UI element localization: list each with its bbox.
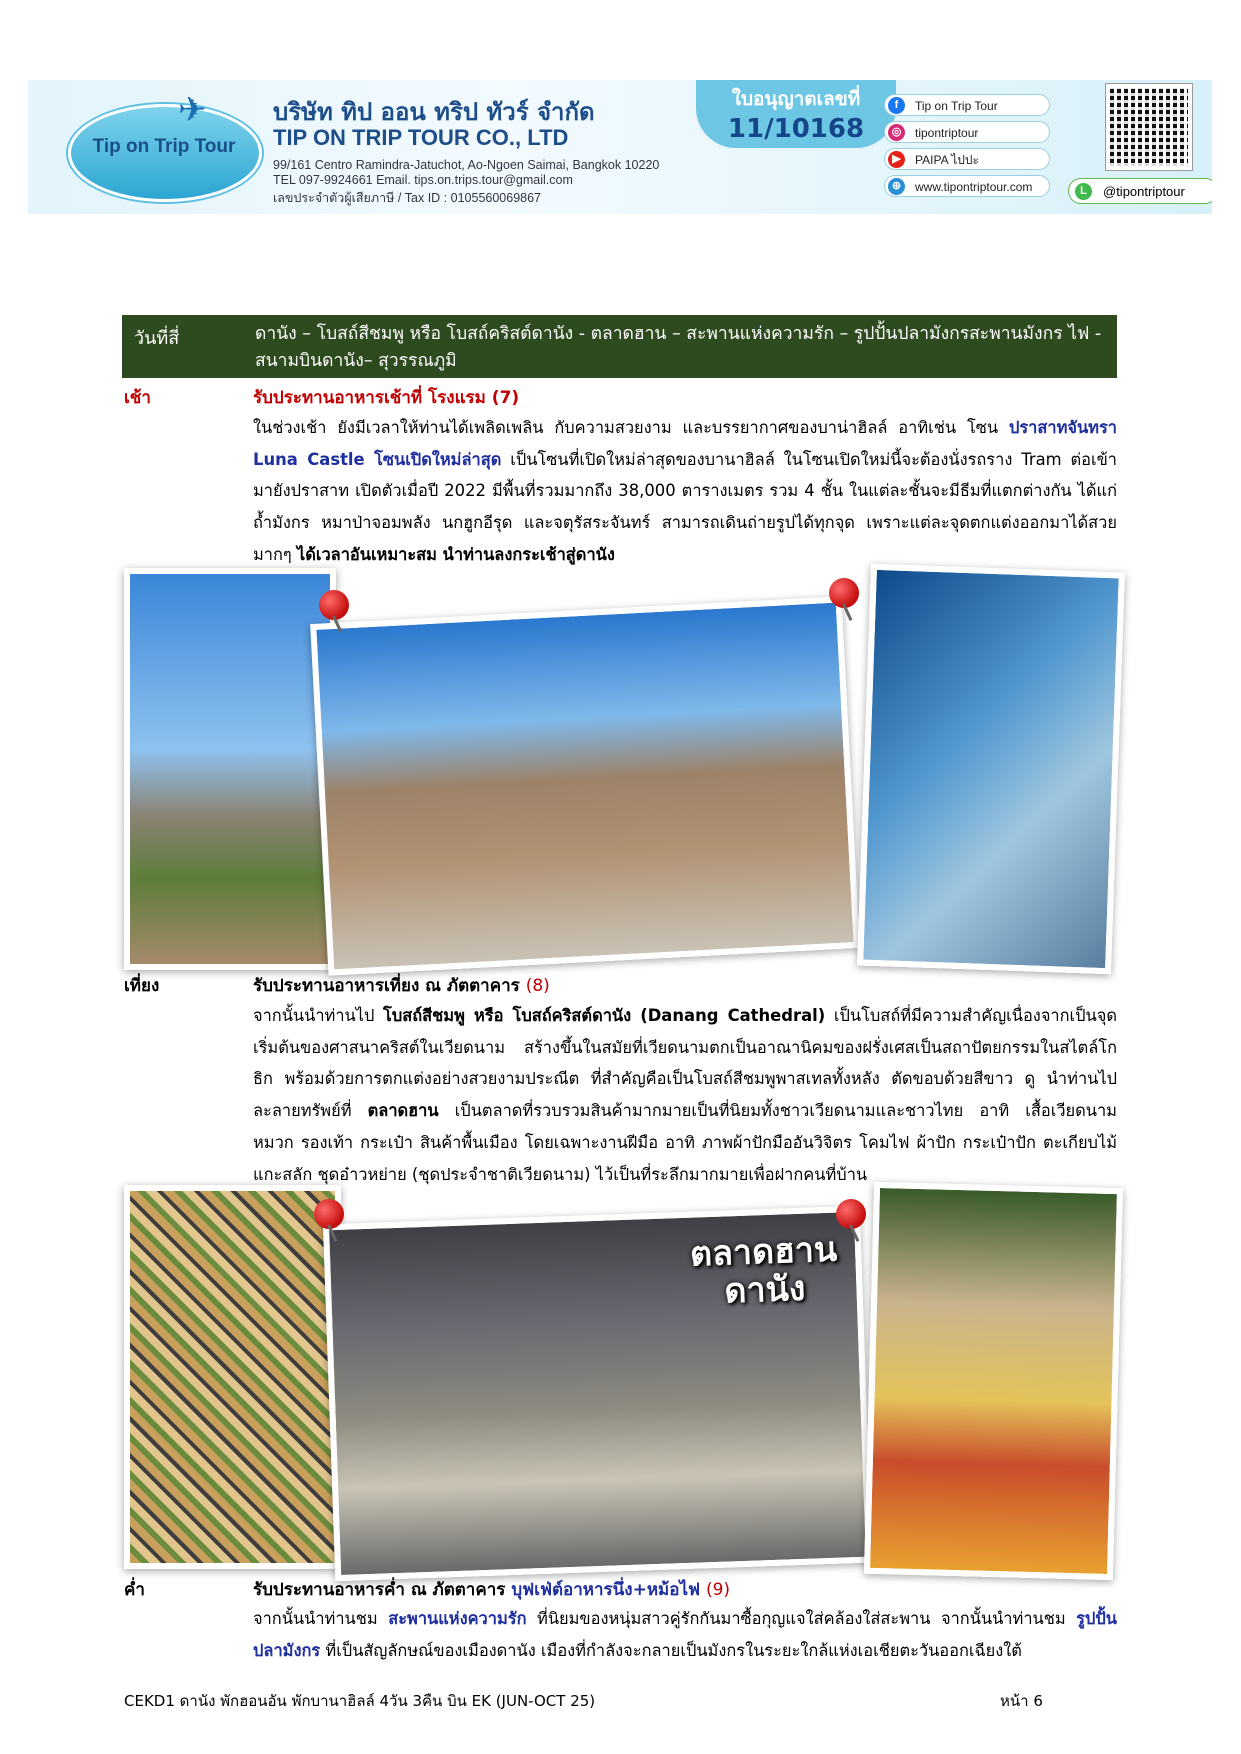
company-tax-id: เลขประจำตัวผู้เสียภาษี / Tax ID : 0105560069867 bbox=[273, 191, 542, 205]
dinner-title-text: รับประทานอาหารค่ำ ณ ภัตตาคาร bbox=[253, 1580, 512, 1600]
glass-pyramid-photo bbox=[857, 564, 1125, 975]
breakfast-title-text: รับประทานอาหารเช้าที่ โรงแรม bbox=[253, 388, 486, 408]
dried-fruit-photo bbox=[864, 1182, 1123, 1580]
line-label: @tipontriptour bbox=[1103, 184, 1185, 199]
day-label: วันที่สี่ bbox=[134, 328, 180, 349]
pushpin-icon bbox=[829, 578, 859, 608]
photo-collage-castle bbox=[124, 568, 1112, 968]
breakfast-paragraph bbox=[253, 412, 1117, 571]
pushpin-icon bbox=[836, 1199, 866, 1229]
text-run: จากนั้นนำท่านไป bbox=[253, 1006, 384, 1025]
meal-label-lunch: เที่ยง bbox=[124, 976, 160, 996]
dinner-note: (9) bbox=[705, 1580, 731, 1600]
qr-code[interactable] bbox=[1106, 84, 1192, 170]
facebook-link[interactable] bbox=[884, 94, 1050, 116]
dinner-title bbox=[253, 1576, 730, 1603]
cable-car-highlight: ได้เวลาอันเหมาะสม นำท่านลงกระเช้าสู่ดานัง bbox=[296, 544, 615, 564]
airplane-icon: ✈ bbox=[178, 90, 207, 130]
footer-page-number: หน้า 6 bbox=[1000, 1692, 1043, 1710]
line-icon: L bbox=[1075, 183, 1092, 200]
lunch-paragraph bbox=[253, 1000, 1117, 1190]
pushpin-icon bbox=[319, 590, 349, 620]
dinner-paragraph bbox=[253, 1603, 1117, 1666]
market-caption-line: ตลาดฮาน bbox=[689, 1229, 838, 1275]
text-run: ที่นิยมของหนุ่มสาวคู่รักกันมาซื้อกุญแจใส่คล้องใส่สะพาน จากนั้นนำท่านชม bbox=[526, 1609, 1077, 1628]
logo-text: Tip on Trip Tour bbox=[92, 136, 236, 157]
lunch-note: (8) bbox=[525, 976, 550, 996]
day-title: ดานัง – โบสถ์สีชมพู หรือ โบสถ์คริสต์ดานัง - ตลาดฮาน – สะพานแห่งความรัก – รูปปั้นปลามังกรสะพานมังกร ไฟ - สนามบินดานัง– สุวรรณภูมิ bbox=[255, 324, 1102, 371]
text-run: ในช่วงเช้า ยังมีเวลาให้ท่านได้เพลิดเพลิน กับความสวยงาม และบรรยากาศของบาน่าฮิลล์ อาทิเช่น โซน bbox=[253, 418, 1009, 437]
youtube-link[interactable] bbox=[884, 148, 1050, 170]
youtube-label: PAIPA ไปปะ bbox=[915, 153, 979, 167]
pushpin-icon bbox=[314, 1199, 344, 1229]
han-market-highlight: ตลาดฮาน bbox=[367, 1101, 439, 1121]
text-run: จากนั้นนำท่านชม bbox=[253, 1609, 389, 1628]
day-header bbox=[122, 315, 1117, 378]
breakfast-note: (7) bbox=[491, 388, 520, 408]
website-label: www.tipontriptour.com bbox=[915, 180, 1033, 194]
web-icon: ⊕ bbox=[888, 178, 905, 195]
market-caption-line: ดานัง bbox=[723, 1268, 807, 1312]
market-photo-main bbox=[323, 1206, 872, 1582]
meal-label-breakfast: เช้า bbox=[124, 388, 151, 408]
instagram-label: tipontriptour bbox=[915, 126, 979, 140]
instagram-icon: ◎ bbox=[888, 124, 905, 141]
text-run: เป็นโบสถ์ที่มีความสำคัญเนื่องจากเป็นจุดเริ่มต้นของศาสนาคริสต์ในเวียดนาม สร้างขึ้นในสมัยที่เวียดนามตกเป็นอาณานิคมของฝรั่งเศสเป็นสถาปัตยกรรมในสไตล์โกธิก พร้อมด้วยการตกแต่งอย่างสวยงามประณีต ที่สำคัญคือเป็นโบสถ์สีชมพูพาสเทลทั้งหลัง ตัดขอบด้วยสีขาว ดู นำท่านไปละลายทรัพย์ที่ bbox=[253, 1006, 1118, 1121]
company-contact: TEL 097-9924661 Email. tips.on.trips.tour@gmail.com bbox=[273, 173, 573, 187]
cathedral-highlight: โบสถ์สีชมพู หรือ โบสถ์คริสต์ดานัง (Danang Cathedral) bbox=[383, 1006, 826, 1025]
company-name-en: TIP ON TRIP TOUR CO., LTD bbox=[273, 125, 569, 150]
facebook-label: Tip on Trip Tour bbox=[915, 99, 998, 113]
company-name-th: บริษัท ทิป ออน ทริป ทัวร์ จำกัด bbox=[273, 98, 595, 126]
youtube-icon: ▶ bbox=[888, 151, 905, 168]
company-address: 99/161 Centro Ramindra-Jatuchot, Ao-Ngoen Saimai, Bangkok 10220 bbox=[273, 158, 660, 172]
breakfast-title bbox=[253, 384, 519, 411]
footer-program-code: CEKD1 ดานัง พักฮอนอัน พักบานาฮิลล์ 4วัน 3คืน บิน EK (JUN-OCT 25) bbox=[124, 1692, 596, 1710]
lunch-title-text: รับประทานอาหารเที่ยง ณ ภัตตาคาร bbox=[253, 976, 520, 996]
market-photo-left bbox=[124, 1185, 341, 1569]
castle-photo-left bbox=[124, 568, 336, 970]
website-link[interactable] bbox=[884, 175, 1050, 197]
photo-collage-market bbox=[124, 1185, 1112, 1570]
luna-castle-highlight: ปราสาทจันทรา Luna Castle โซนเปิดใหม่ล่าสุด bbox=[253, 418, 1117, 469]
dragon-carp-highlight: รูปปั้นปลามังกร bbox=[253, 1609, 1117, 1660]
license-number: 11/10168 bbox=[727, 114, 865, 144]
dinner-buffet-highlight: บุฟเฟ่ต์อาหารนึ่ง+หม้อไฟ bbox=[511, 1580, 701, 1600]
facebook-icon: f bbox=[888, 97, 905, 114]
instagram-link[interactable] bbox=[884, 121, 1050, 143]
castle-photo-main bbox=[310, 596, 860, 975]
text-run: เป็นตลาดที่รวบรวมสินค้ามากมายเป็นที่นิยมทั้งชาวเวียดนามและชาวไทย อาทิ เสื้อเวียดนาม หมวก รองเท้า กระเป๋า สินค้าพื้นเมือง โดยเฉพาะงานฝีมือ อาทิ ภาพผ้าปักมืออันวิจิตร โคมไฟ ผ้าปัก กระเป๋าปัก ตะเกียบไม้แกะสลัก ชุดอ๋าวหย่าย (ชุดประจำชาติเวียดนาม) ไว้เป็นที่ระลึกมากมายเพื่อฝากคนที่บ้าน bbox=[253, 1101, 1117, 1184]
line-link[interactable] bbox=[1068, 178, 1212, 204]
meal-label-dinner: ค่ำ bbox=[124, 1580, 145, 1600]
header-banner bbox=[28, 80, 1212, 214]
license-label: ใบอนุญาตเลขที่ bbox=[731, 88, 861, 110]
text-run: ที่เป็นสัญลักษณ์ของเมืองดานัง เมืองที่กำลังจะกลายเป็นมังกรในระยะใกล้แห่งเอเชียตะวันออกเฉียงใต้ bbox=[320, 1640, 1022, 1660]
lunch-title bbox=[253, 972, 550, 999]
market-caption bbox=[689, 1231, 839, 1312]
text-run: เป็นโซนที่เปิดใหม่ล่าสุดของบานาฮิลล์ ในโซนเปิดใหม่นี้จะต้องนั่งรถราง Tram ต่อเข้ามายังปราสาท เปิดตัวเมื่อปี 2022 มีพื้นที่รวมมากถึง 38,000 ตารางเมตร รวม 4 ชั้น ในแต่ละชั้นจะมีธีมที่แตกต่างกัน ได้แก่ ถ้ำมังกร หมาป่าจอมพลัง นกฮูกอีรุด และจตุรัสระจันทร์ สามารถเดินถ่ายรูปได้ทุกจุด เพราะแต่ละจุดตกแต่งออกมาได้สวยมากๆ bbox=[253, 449, 1117, 564]
love-bridge-highlight: สะพานแห่งความรัก bbox=[388, 1609, 527, 1628]
